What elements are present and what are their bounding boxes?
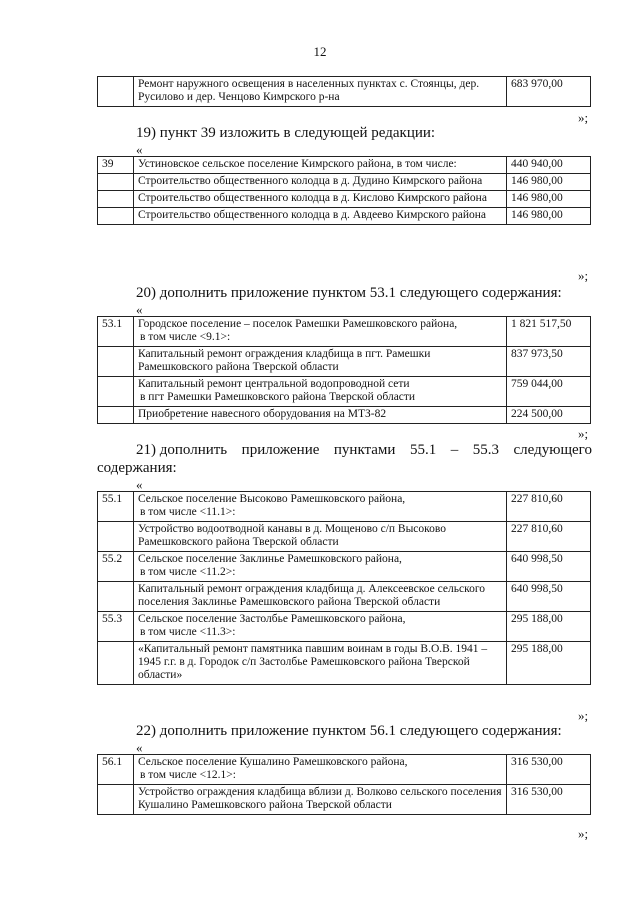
table-row [98,347,591,377]
table-items-55 [97,491,591,685]
row-description: «Капитальный ремонт памятника павшим воинам в годы В.О.В. 1941 – 1945 г.г. в д. Городок с/п Застолбье Рамешковского района Тверской области» [134,642,507,685]
row-amount: 295 188,00 [507,612,591,642]
row-number: 55.2 [98,552,134,582]
table-row [98,552,591,582]
row-amount: 316 530,00 [507,755,591,785]
table-row [98,522,591,552]
row-amount: 640 998,50 [507,552,591,582]
row-number [98,522,134,552]
row-description: Капитальный ремонт центральной водопроводной сети в пгт Рамешки Рамешковского района Тверской области [134,377,507,407]
table-row [98,785,591,815]
row-amount: 440 940,00 [507,157,591,174]
table-row [98,755,591,785]
row-number: 55.3 [98,612,134,642]
row-description: Строительство общественного колодца в д. Авдеево Кимрского района [134,208,507,225]
row-number: 53.1 [98,317,134,347]
row-amount: 1 821 517,50 [507,317,591,347]
row-amount: 146 980,00 [507,191,591,208]
opening-quote: « [136,142,143,157]
page-number: 12 [313,44,327,59]
table-row [98,492,591,522]
row-number [98,347,134,377]
row-number [98,642,134,685]
row-number [98,407,134,424]
table-row [98,77,591,107]
opening-quote: « [136,740,143,755]
closing-quote: »; [578,426,589,441]
row-number: 55.1 [98,492,134,522]
opening-quote: « [136,302,143,317]
table-row [98,157,591,174]
row-description: Строительство общественного колодца в д. Дудино Кимрского района [134,174,507,191]
closing-quote: »; [578,110,589,125]
row-number [98,785,134,815]
table-row [98,317,591,347]
row-amount: 759 044,00 [507,377,591,407]
table-row [98,582,591,612]
row-amount: 146 980,00 [507,174,591,191]
row-amount: 295 188,00 [507,642,591,685]
row-description: Капитальный ремонт ограждения кладбища д. Алексеевское сельского поселения Заклинье Рамешковского района Тверской области [134,582,507,612]
row-description: Сельское поселение Кушалино Рамешковского района, в том числе <12.1>: [134,755,507,785]
row-number [98,191,134,208]
closing-quote: »; [578,708,589,723]
table-row [98,377,591,407]
row-description: Приобретение навесного оборудования на МТЗ-82 [134,407,507,424]
row-description: Ремонт наружного освещения в населенных пунктах с. Стоянцы, дер. Русилово и дер. Ченцово Кимрского р-на [134,77,507,107]
table-row [98,174,591,191]
table-row [98,191,591,208]
row-number: 39 [98,157,134,174]
table-item-56-1 [97,754,591,815]
row-amount: 227 810,60 [507,492,591,522]
row-description: Капитальный ремонт ограждения кладбища в пгт. Рамешки Рамешковского района Тверской области [134,347,507,377]
row-description: Устройство ограждения кладбища вблизи д. Волково сельского поселения Кушалино Рамешковского района Тверской области [134,785,507,815]
closing-quote: »; [578,826,589,841]
row-amount: 146 980,00 [507,208,591,225]
row-amount: 683 970,00 [507,77,591,107]
item-19-text: 19) пункт 39 изложить в следующей редакции: [136,125,436,141]
row-number [98,377,134,407]
table-row [98,407,591,424]
item-22-text: 22) дополнить приложение пунктом 56.1 следующего содержания: [136,723,562,739]
row-description: Строительство общественного колодца в д. Кислово Кимрского района [134,191,507,208]
row-description: Сельское поселение Заклинье Рамешковского района, в том числе <11.2>: [134,552,507,582]
table-row [98,612,591,642]
row-number: 56.1 [98,755,134,785]
row-number [98,208,134,225]
row-number [98,582,134,612]
row-number [98,77,134,107]
row-description: Сельское поселение Застолбье Рамешковского района, в том числе <11.3>: [134,612,507,642]
row-amount: 224 500,00 [507,407,591,424]
row-amount: 837 973,50 [507,347,591,377]
item-21-text: 21) дополнить приложение пунктами 55.1 – 55.3 следующего содержания: [97,442,592,476]
row-amount: 640 998,50 [507,582,591,612]
table-item-39 [97,156,591,225]
row-amount: 316 530,00 [507,785,591,815]
row-description: Устиновское сельское поселение Кимрского района, в том числе: [134,157,507,174]
table-row [98,642,591,685]
row-description: Устройство водоотводной канавы в д. Мощеново с/п Высоково Рамешковского района Тверской области [134,522,507,552]
item-20-text: 20) дополнить приложение пунктом 53.1 следующего содержания: [136,285,562,301]
table-row [98,208,591,225]
row-description: Сельское поселение Высоково Рамешковского района, в том числе <11.1>: [134,492,507,522]
row-number [98,174,134,191]
table-fragment-top [97,76,591,107]
row-amount: 227 810,60 [507,522,591,552]
opening-quote: « [136,477,143,492]
closing-quote: »; [578,268,589,283]
row-description: Городское поселение – поселок Рамешки Рамешковского района, в том числе <9.1>: [134,317,507,347]
table-item-53-1 [97,316,591,424]
